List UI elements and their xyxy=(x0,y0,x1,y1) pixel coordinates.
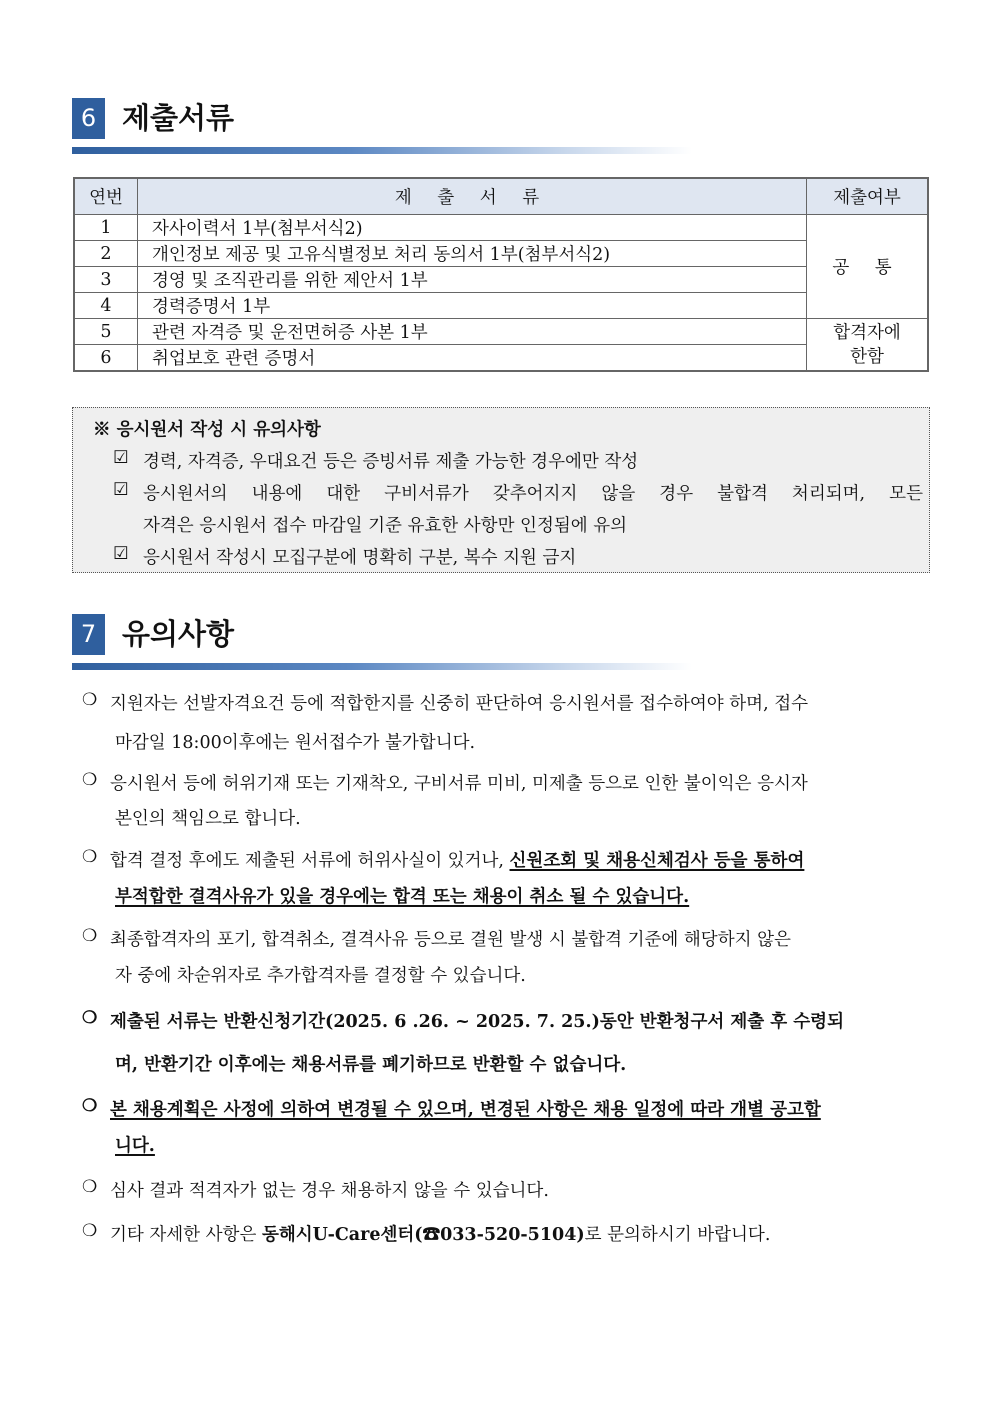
bullet-icon: ❍ xyxy=(82,926,98,946)
checkbox-icon: ☑ xyxy=(113,448,129,468)
notice-item: 응시원서 작성시 모집구분에 명확히 구분, 복수 지원 금지 xyxy=(143,548,577,568)
section-underline xyxy=(72,147,692,154)
row-no: 2 xyxy=(74,241,138,267)
table-row xyxy=(74,267,928,293)
table-row xyxy=(74,241,928,267)
row-no: 1 xyxy=(74,215,138,241)
header-no: 연번 xyxy=(74,178,138,215)
checkbox-icon: ☑ xyxy=(113,544,129,564)
contact-info: 동해시U-Care센터(☎033-520-5104) xyxy=(261,1225,585,1245)
group-common-label: 공 통 xyxy=(832,258,902,278)
documents-table xyxy=(73,177,929,372)
bullet-icon: ❍ xyxy=(82,770,98,790)
section-number: 7 xyxy=(72,614,105,655)
checkbox-icon: ☑ xyxy=(113,480,129,500)
bullet-icon: ❍ xyxy=(82,1221,98,1241)
section-number: 6 xyxy=(72,98,105,139)
notice-item: 경력, 자격증, 우대요건 등은 증빙서류 제출 가능한 경우에만 작성 xyxy=(143,452,639,472)
row-document: 자사이력서 1부(첨부서식2) xyxy=(138,215,807,241)
bullet-icon: ❍ xyxy=(82,1008,98,1028)
section-title: 제출서류 xyxy=(122,101,235,135)
bullet-icon: ❍ xyxy=(82,847,98,867)
notice-item: 응시원서의 내용에 대한 구비서류가 갖추어지지 않을 경우 불합격 처리되며, 모든 xyxy=(143,484,923,504)
table-row xyxy=(74,293,928,319)
bullet-icon: ❍ xyxy=(82,1096,98,1116)
group-passers xyxy=(807,319,929,372)
bullet-icon: ❍ xyxy=(82,690,98,710)
header-documents: 제 출 서 류 xyxy=(138,178,807,215)
bullet-icon: ❍ xyxy=(82,1177,98,1197)
section-title: 유의사항 xyxy=(122,617,235,651)
row-document: 경영 및 조직관리를 위한 제안서 1부 xyxy=(138,267,807,293)
row-document: 경력증명서 1부 xyxy=(138,293,807,319)
row-no: 4 xyxy=(74,293,138,319)
section-underline xyxy=(72,663,692,670)
row-no: 5 xyxy=(74,319,138,345)
notice-item-continued: 자격은 응시원서 접수 마감일 기준 유효한 사항만 인정됨에 유의 xyxy=(143,516,628,536)
table-row xyxy=(74,319,928,345)
group-common xyxy=(807,215,929,319)
table-row xyxy=(74,215,928,241)
row-document: 관련 자격증 및 운전면허증 사본 1부 xyxy=(138,319,807,345)
group-passers-label-1: 합격자에 xyxy=(833,322,901,343)
group-passers-label-2: 한함 xyxy=(850,346,884,367)
notice-box xyxy=(72,407,930,573)
row-no: 6 xyxy=(74,345,138,372)
table-header-row xyxy=(74,178,928,215)
header-submission: 제출여부 xyxy=(807,178,929,215)
notice-title: ※ 응시원서 작성 시 유의사항 xyxy=(93,420,321,440)
table-row xyxy=(74,345,928,372)
row-no: 3 xyxy=(74,267,138,293)
row-document: 개인정보 제공 및 고유식별정보 처리 동의서 1부(첨부서식2) xyxy=(138,241,807,267)
row-document: 취업보호 관련 증명서 xyxy=(138,345,807,372)
